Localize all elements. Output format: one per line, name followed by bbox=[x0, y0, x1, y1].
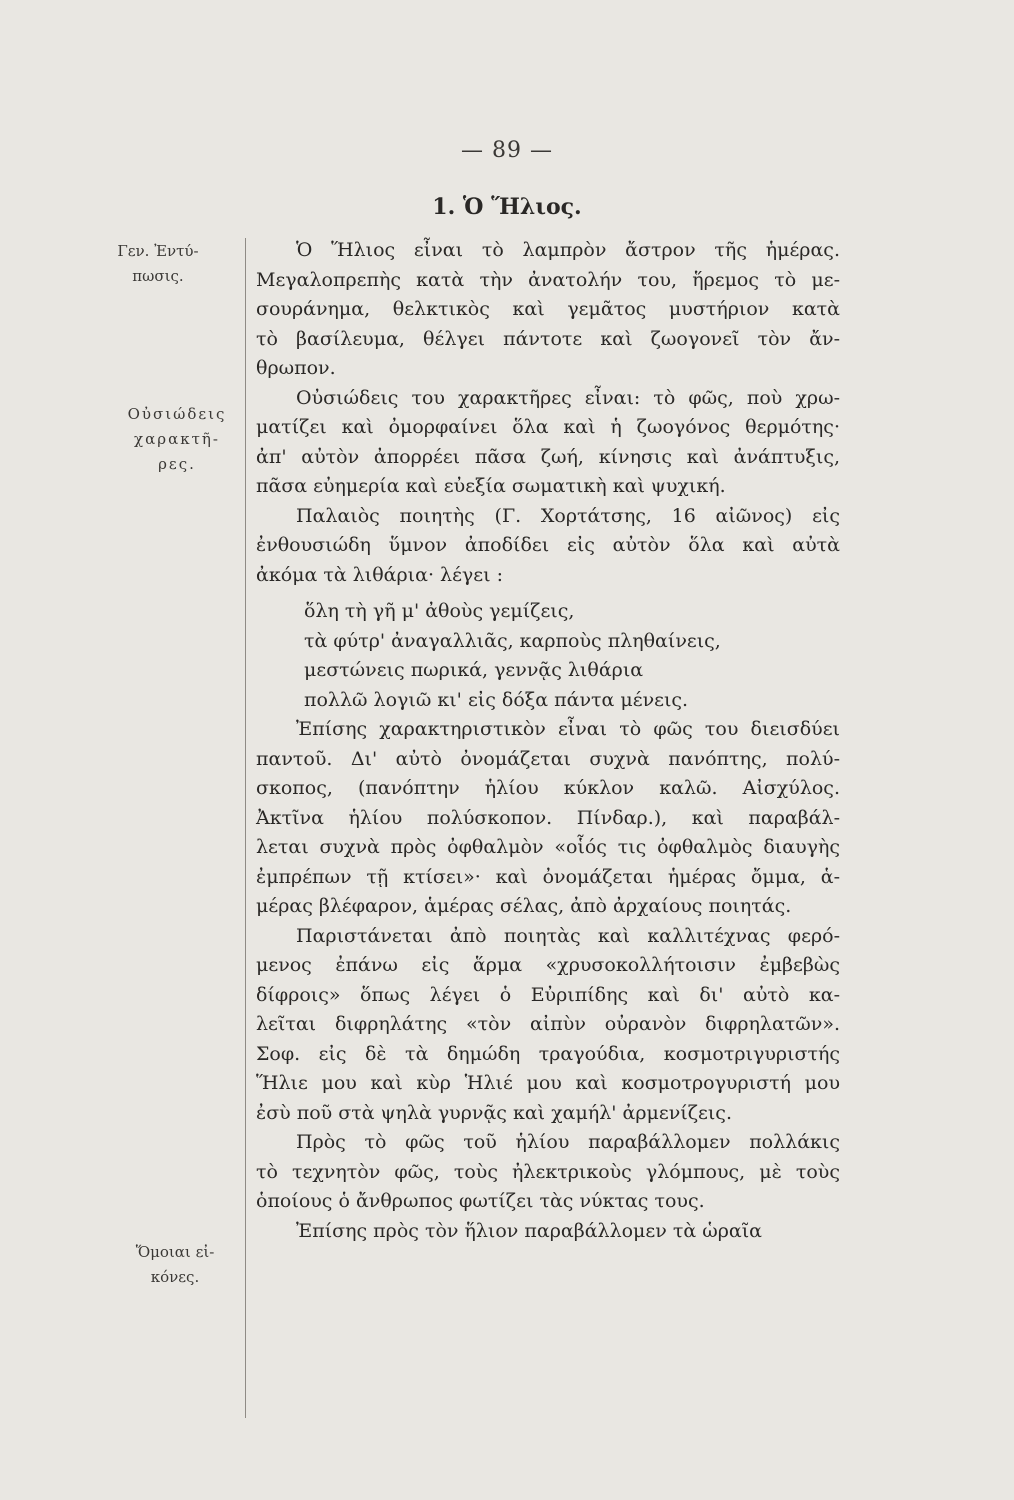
verse-line: πολλῶ λογιῶ κι' εἰς δόξα πάντα μένεις. bbox=[304, 688, 689, 711]
margin-note-text: Ὅμοιαι εἰ- κόνες. bbox=[135, 1243, 215, 1286]
text-line: Ἥλιε μου καὶ κὺρ Ἡλιέ μου καὶ κοσμοτρογυριστή μου bbox=[256, 1072, 840, 1094]
verse-line: μεστώνεις πωρικά, γεννᾷς λιθάρια bbox=[304, 659, 644, 681]
text-line: τὸ βασίλευμα, θέλγει πάντοτε καὶ ζωογονεῖ τὸν ἄν- bbox=[256, 327, 840, 350]
margin-note-similar-images bbox=[120, 1240, 230, 1290]
text-line: δίφροις» ὅπως λέγει ὁ Εὐριπίδης καὶ δι' αὐτὸ κα- bbox=[256, 983, 840, 1006]
text-line: Ὁ Ἥλιος εἶναι τὸ λαμπρὸν ἄστρον τῆς ἡμέρας. bbox=[296, 239, 840, 261]
margin-note-text: Οὐσιώδεις χαρακτῆ- ρες. bbox=[127, 405, 227, 473]
text-line: σκοπος, (πανόπτην ἡλίου κύκλον καλῶ. Αἰσχύλος. bbox=[256, 777, 840, 799]
text-line: ὁποίους ὁ ἄνθρωπος φωτίζει τὰς νύκτας τους. bbox=[256, 1190, 705, 1212]
text-line: ἐνθουσιώδη ὕμνον ἀποδίδει εἰς αὐτὸν ὅλα καὶ αὐτὰ bbox=[256, 534, 840, 556]
margin-note-general-impression bbox=[108, 239, 208, 289]
margin-divider bbox=[245, 238, 246, 1418]
margin-note-text: Γεν. Ἐντύ- πωσις. bbox=[117, 242, 199, 285]
text-line: λεται συχνὰ πρὸς ὀφθαλμὸν «οἷός τις ὀφθαλμὸς διαυγὴς bbox=[256, 836, 840, 858]
text-line: ἐσὺ ποῦ στὰ ψηλὰ γυρνᾷς καὶ χαμήλ' ἀρμενίζεις. bbox=[256, 1101, 732, 1124]
text-line: Ἐπίσης πρὸς τὸν ἥλιον παραβάλλομεν τὰ ὡραῖα bbox=[296, 1219, 762, 1242]
text-line: πᾶσα εὐημερία καὶ εὐεξία σωματικὴ καὶ ψυχική. bbox=[256, 475, 726, 497]
chapter-title: 1. Ὁ Ἥλιος. bbox=[432, 194, 582, 220]
page-number: — 89 — bbox=[461, 138, 553, 163]
verse-line: ὅλη τὴ γῆ μ' ἀθοὺς γεμίζεις, bbox=[304, 600, 575, 622]
margin-note-essential-traits bbox=[112, 402, 242, 477]
text-line: τὸ τεχνητὸν φῶς, τοὺς ἠλεκτρικοὺς γλόμπους, μὲ τοὺς bbox=[256, 1160, 840, 1183]
text-line: Ἀκτῖνα ἡλίου πολύσκοπον. Πίνδαρ.), καὶ παραβάλ- bbox=[256, 806, 840, 829]
text-line: ἀκόμα τὰ λιθάρια· λέγει : bbox=[256, 563, 504, 586]
body-text bbox=[256, 236, 840, 1246]
text-line: Σοφ. εἰς δὲ τὰ δημώδη τραγούδια, κοσμοτριγυριστής bbox=[256, 1042, 840, 1065]
text-line: Οὐσιώδεις του χαρακτῆρες εἶναι: τὸ φῶς, ποὺ χρω- bbox=[296, 386, 840, 409]
text-line: Παριστάνεται ἀπὸ ποιητὰς καὶ καλλιτέχνας φερό- bbox=[296, 924, 840, 947]
text-line: παντοῦ. Δι' αὐτὸ ὀνομάζεται συχνὰ πανόπτης, πολύ- bbox=[256, 747, 840, 770]
text-line: μέρας βλέφαρον, ἁμέρας σέλας, ἀπὸ ἀρχαίους ποιητάς. bbox=[256, 895, 792, 917]
text-line: Παλαιὸς ποιητὴς (Γ. Χορτάτσης, 16 αἰῶνος) εἰς bbox=[296, 504, 840, 527]
text-line: Πρὸς τὸ φῶς τοῦ ἡλίου παραβάλλομεν πολλάκις bbox=[296, 1131, 840, 1153]
text-line: Ἐπίσης χαρακτηριστικὸν εἶναι τὸ φῶς του διεισδύει bbox=[296, 718, 840, 740]
text-line: λεῖται διφρηλάτης «τὸν αἰπὺν οὐρανὸν διφρηλατῶν». bbox=[256, 1013, 840, 1035]
text-line: μενος ἐπάνω εἰς ἅρμα «χρυσοκολλήτοισιν ἐμβεβὼς bbox=[256, 954, 840, 976]
text-line: θρωπον. bbox=[256, 357, 336, 379]
text-line: Μεγαλοπρεπὴς κατὰ τὴν ἀνατολήν του, ἥρεμος τὸ με- bbox=[256, 268, 840, 291]
text-line: ἀπ' αὐτὸν ἀπορρέει πᾶσα ζωή, κίνησις καὶ ἀνάπτυξις, bbox=[256, 445, 840, 468]
text-line: ματίζει καὶ ὀμορφαίνει ὅλα καὶ ἡ ζωογόνος θερμότης· bbox=[256, 416, 840, 438]
text-line: σουράνημα, θελκτικὸς καὶ γεμᾶτος μυστήριον κατὰ bbox=[256, 298, 840, 320]
text-line: ἐμπρέπων τῇ κτίσει»· καὶ ὀνομάζεται ἡμέρας ὄμμα, ἁ- bbox=[256, 865, 840, 888]
verse-line: τὰ φύτρ' ἀναγαλλιᾶς, καρποὺς πληθαίνεις, bbox=[304, 629, 721, 652]
